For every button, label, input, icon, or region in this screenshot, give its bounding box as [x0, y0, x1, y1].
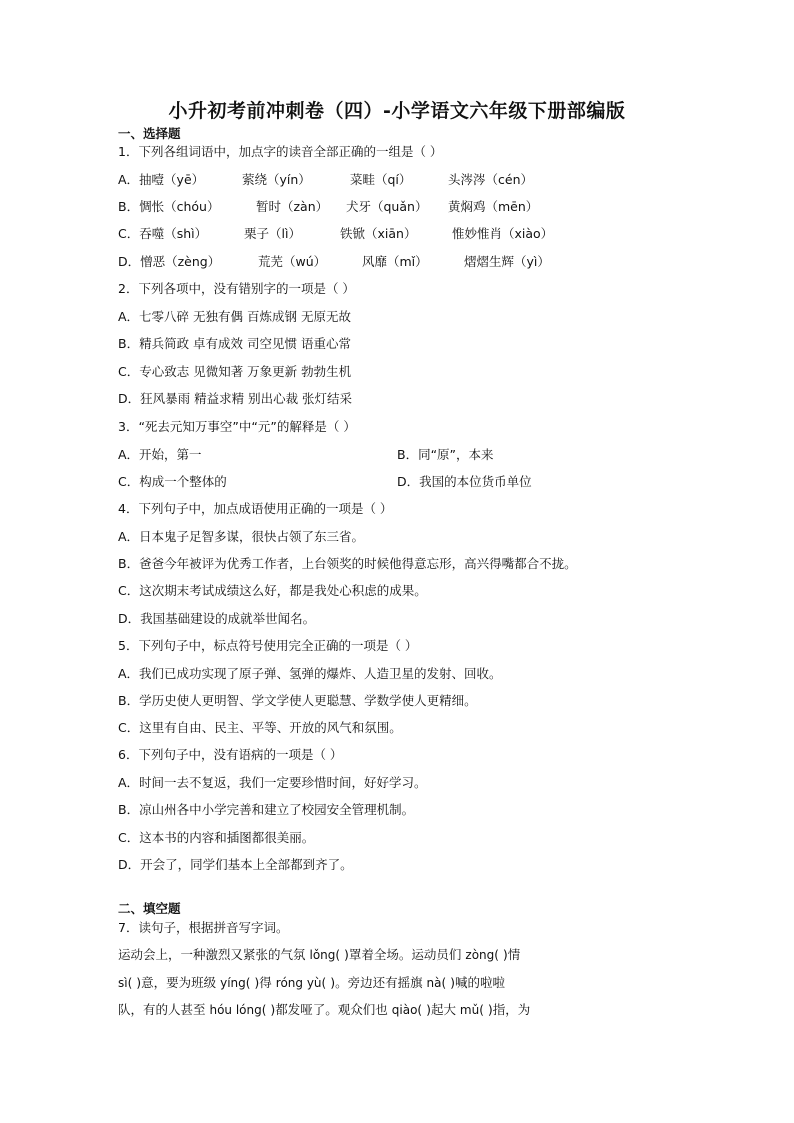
option-term: 栗子（lì） — [244, 226, 301, 241]
sentence-text: )喊的啦啦 — [446, 975, 506, 990]
sentence-text: )罩着全场。运动员们 — [340, 947, 466, 962]
option-term: 犬牙（quǎn） — [346, 199, 428, 214]
option-term: 暂时（zàn） — [256, 199, 329, 214]
option-term: C．吞噬（shì） — [118, 226, 208, 241]
section-heading-choice: 一、选择题 — [118, 126, 181, 141]
question-4-option-a: A．日本鬼子足智多谋，很快占领了东三省。 — [118, 529, 365, 544]
question-3-stem: 3．“死去元知万事空”中“元”的解释是（ ） — [118, 419, 356, 434]
sentence-text: 队，有的人甚至 — [118, 1002, 210, 1017]
pinyin-prompt: sì( — [118, 976, 133, 990]
question-1-stem: 1．下列各组词语中，加点字的读音全部正确的一组是（ ） — [118, 144, 443, 159]
option-term: A．抽噎（yē） — [118, 172, 205, 187]
option-term: 菜畦（qí） — [350, 172, 412, 187]
question-1-option-c — [118, 224, 553, 242]
pinyin-prompt: nà( — [426, 976, 447, 990]
option-term: 熠熠生辉（yì） — [464, 254, 550, 269]
question-1-option-d — [118, 252, 550, 270]
option-term: 铁锨（xiān） — [340, 226, 417, 241]
question-1-option-b — [118, 197, 538, 215]
sentence-text: )得 — [250, 975, 276, 990]
question-2-option-a: A．七零八碎 无独有偶 百炼成钢 无原无故 — [118, 309, 351, 324]
question-2-stem: 2．下列各项中，没有错别字的一项是（ ） — [118, 281, 355, 296]
option-term: D．憎恶（zèng） — [118, 254, 221, 269]
sentence-text: )指，为 — [483, 1002, 531, 1017]
question-6-option-c: C．这本书的内容和插图都很美丽。 — [118, 830, 315, 845]
question-6-option-a: A．时间一去不复返，我们一定要珍惜时间，好好学习。 — [118, 775, 427, 790]
question-4-option-b: B．爸爸今年被评为优秀工作者，上台领奖的时候他得意忘形，高兴得嘴都合不拢。 — [118, 556, 577, 571]
pinyin-prompt: hóu lóng( — [209, 1003, 267, 1017]
page-title: 小升初考前冲刺卷（四）-小学语文六年级下册部编版 — [168, 100, 626, 122]
pinyin-prompt: yíng( — [220, 976, 251, 990]
question-2-option-c: C．专心致志 见微知著 万象更新 勃勃生机 — [118, 364, 352, 379]
pinyin-prompt: zòng( — [465, 948, 499, 962]
question-4-option-d: D．我国基础建设的成就举世闻名。 — [118, 611, 316, 626]
question-3-option-a: A．开始，第一 — [118, 447, 202, 462]
question-7-line-3 — [118, 1000, 678, 1018]
option-term: 惟妙惟肖（xiào） — [452, 226, 554, 241]
sentence-text: )都发哑了。观众们也 — [266, 1002, 392, 1017]
sentence-text: )意，要为班级 — [132, 975, 221, 990]
question-5-option-a: A．我们已成功实现了原子弹、氢弹的爆炸、人造卫星的发射、回收。 — [118, 666, 502, 681]
question-6-stem: 6．下列句子中，没有语病的一项是（ ） — [118, 747, 343, 762]
section-heading-fill: 二、填空题 — [118, 901, 181, 916]
option-term: 头涔涔（cén） — [448, 172, 533, 187]
sentence-text: )起大 — [422, 1002, 460, 1017]
question-3-option-b: B．同“原”，本来 — [397, 447, 494, 462]
question-5-stem: 5．下列句子中，标点符号使用完全正确的一项是（ ） — [118, 638, 418, 653]
pinyin-prompt: qiào( — [391, 1003, 423, 1017]
question-4-stem: 4．下列句子中，加点成语使用正确的一项是（ ） — [118, 501, 393, 516]
option-term: 风靡（mǐ） — [362, 254, 428, 269]
option-term: 黄焖鸡（mēn） — [448, 199, 539, 214]
sentence-text: )情 — [498, 947, 521, 962]
option-term: B．惆怅（chóu） — [118, 199, 220, 214]
question-6-option-d: D．开会了，同学们基本上全部都到齐了。 — [118, 857, 353, 872]
question-6-option-b: B．凉山州各中小学完善和建立了校园安全管理机制。 — [118, 802, 415, 817]
pinyin-prompt: mǔ( — [459, 1003, 484, 1017]
question-2-option-b: B．精兵简政 卓有成效 司空见惯 语重心常 — [118, 336, 351, 351]
question-3-option-c: C．构成一个整体的 — [118, 474, 227, 489]
question-5-option-c: C．这里有自由、民主、平等、开放的风气和氛围。 — [118, 720, 402, 735]
sentence-text: 运动会上，一种激烈又紧张的气氛 — [118, 947, 310, 962]
question-5-option-b: B．学历史使人更明智、学文学使人更聪慧、学数学使人更精细。 — [118, 693, 477, 708]
question-7-line-2 — [118, 973, 678, 991]
option-term: 荒芜（wú） — [258, 254, 327, 269]
question-7-stem: 7．读句子，根据拼音写字词。 — [118, 920, 289, 935]
question-4-option-c: C．这次期末考试成绩这么好，都是我处心积虑的成果。 — [118, 583, 427, 598]
pinyin-prompt: róng yù( — [275, 976, 327, 990]
question-3-option-d: D．我国的本位货币单位 — [397, 474, 532, 489]
question-7-line-1 — [118, 945, 678, 963]
option-term: 萦绕（yín） — [242, 172, 311, 187]
question-1-option-a — [118, 170, 533, 188]
pinyin-prompt: lǒng( — [309, 948, 341, 962]
question-2-option-d: D．狂风暴雨 精益求精 别出心裁 张灯结采 — [118, 391, 353, 406]
sentence-text: )。旁边还有摇旗 — [326, 975, 427, 990]
